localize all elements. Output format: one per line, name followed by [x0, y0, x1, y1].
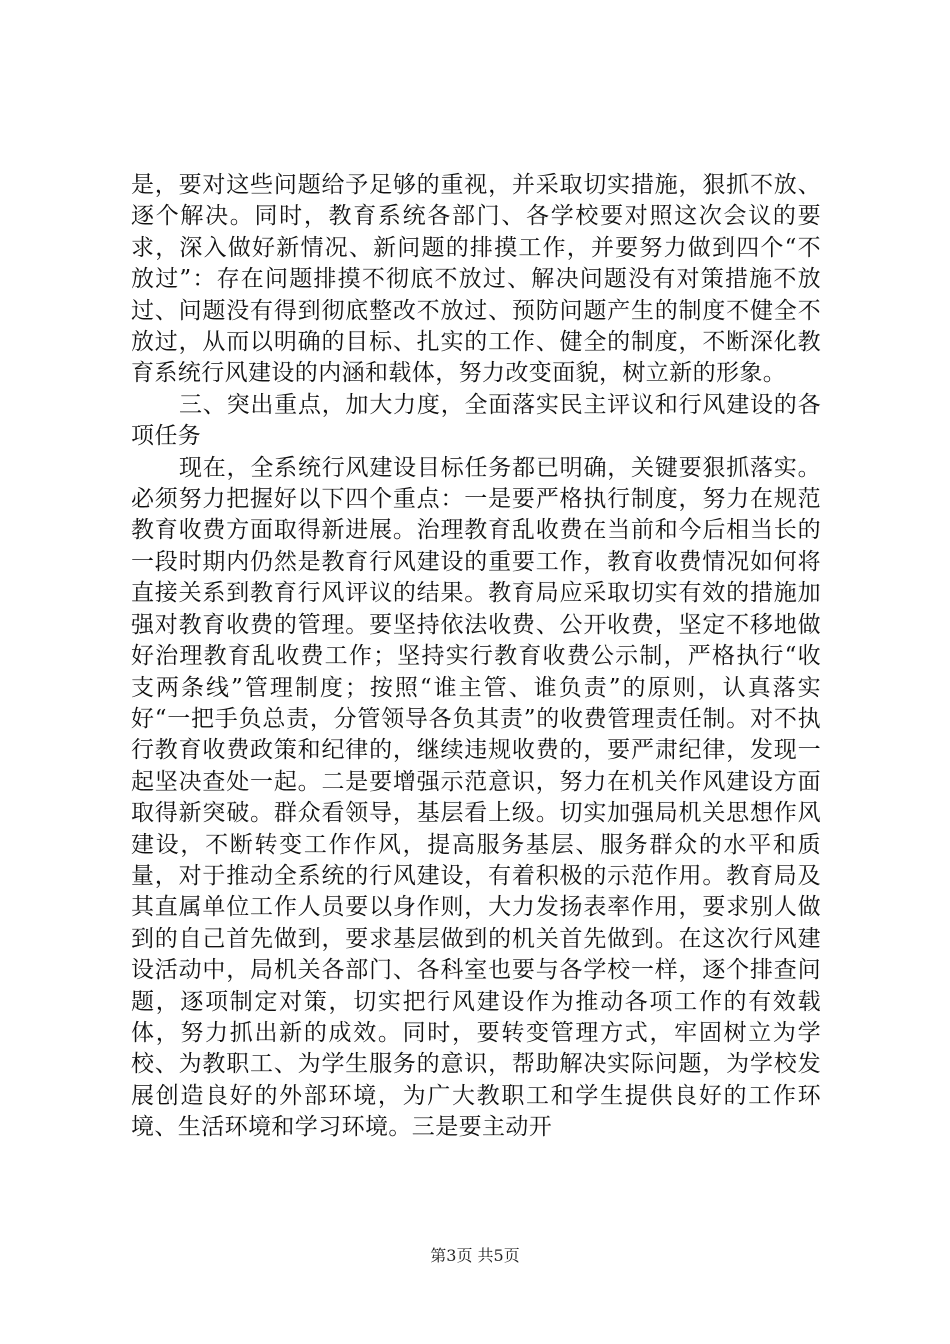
- paragraph-body: 现在，全系统行风建设目标任务都已明确，关键要狠抓落实。必须努力把握好以下四个重点：一是要严格执行制度，努力在规范教育收费方面取得新进展。治理教育乱收费在当前和今后相当长的一段时期内仍然是教育行风建设的重要工作，教育收费情况如何将直接关系到教育行风评议的结果。教育局应采取切实有效的措施加强对教育收费的管理。要坚持依法收费、公开收费，坚定不移地做好治理教育乱收费工作；坚持实行教育收费公示制，严格执行“收支两条线”管理制度；按照“谁主管、谁负责”的原则，认真落实好“一把手负总责，分管领导各负其责”的收费管理责任制。对不执行教育收费政策和纪律的，继续违规收费的，要严肃纪律，发现一起坚决查处一起。二是要增强示范意识，努力在机关作风建设方面取得新突破。群众看领导，基层看上级。切实加强局机关思想作风建设，不断转变工作作风，提高服务基层、服务群众的水平和质量，对于推动全系统的行风建设，有着积极的示范作用。教育局及其直属单位工作人员要以身作则，大力发扬表率作用，要求别人做到的自己首先做到，要求基层做到的机关首先做到。在这次行风建设活动中，局机关各部门、各科室也要与各学校一样，逐个排查问题，逐项制定对策，切实把行风建设作为推动各项工作的有效载体，努力抓出新的成效。同时，要转变管理方式，牢固树立为学校、为教职工、为学生服务的意识，帮助解决实际问题，为学校发展创造良好的外部环境，为广大教职工和学生提供良好的工作环境、生活环境和学习环境。三是要主动开: [131, 454, 821, 1141]
- paragraph-continuation: 是，要对这些问题给予足够的重视，并采取切实措施，狠抓不放、逐个解决。同时，教育系统各部门、各学校要对照这次会议的要求，深入做好新情况、新问题的排摸工作，并要努力做到四个“不放过”：存在问题排摸不彻底不放过、解决问题没有对策措施不放过、问题没有得到彻底整改不放过、预防问题产生的制度不健全不放过，从而以明确的目标、扎实的工作、健全的制度，不断深化教育系统行风建设的内涵和载体，努力改变面貌，树立新的形象。: [131, 172, 821, 387]
- page-footer: [0, 1243, 950, 1266]
- page-number: 第3页 共5页: [430, 1246, 520, 1265]
- document-body: [131, 170, 821, 1144]
- section-heading: 三、突出重点，加大力度，全面落实民主评议和行风建设的各项任务: [131, 391, 821, 450]
